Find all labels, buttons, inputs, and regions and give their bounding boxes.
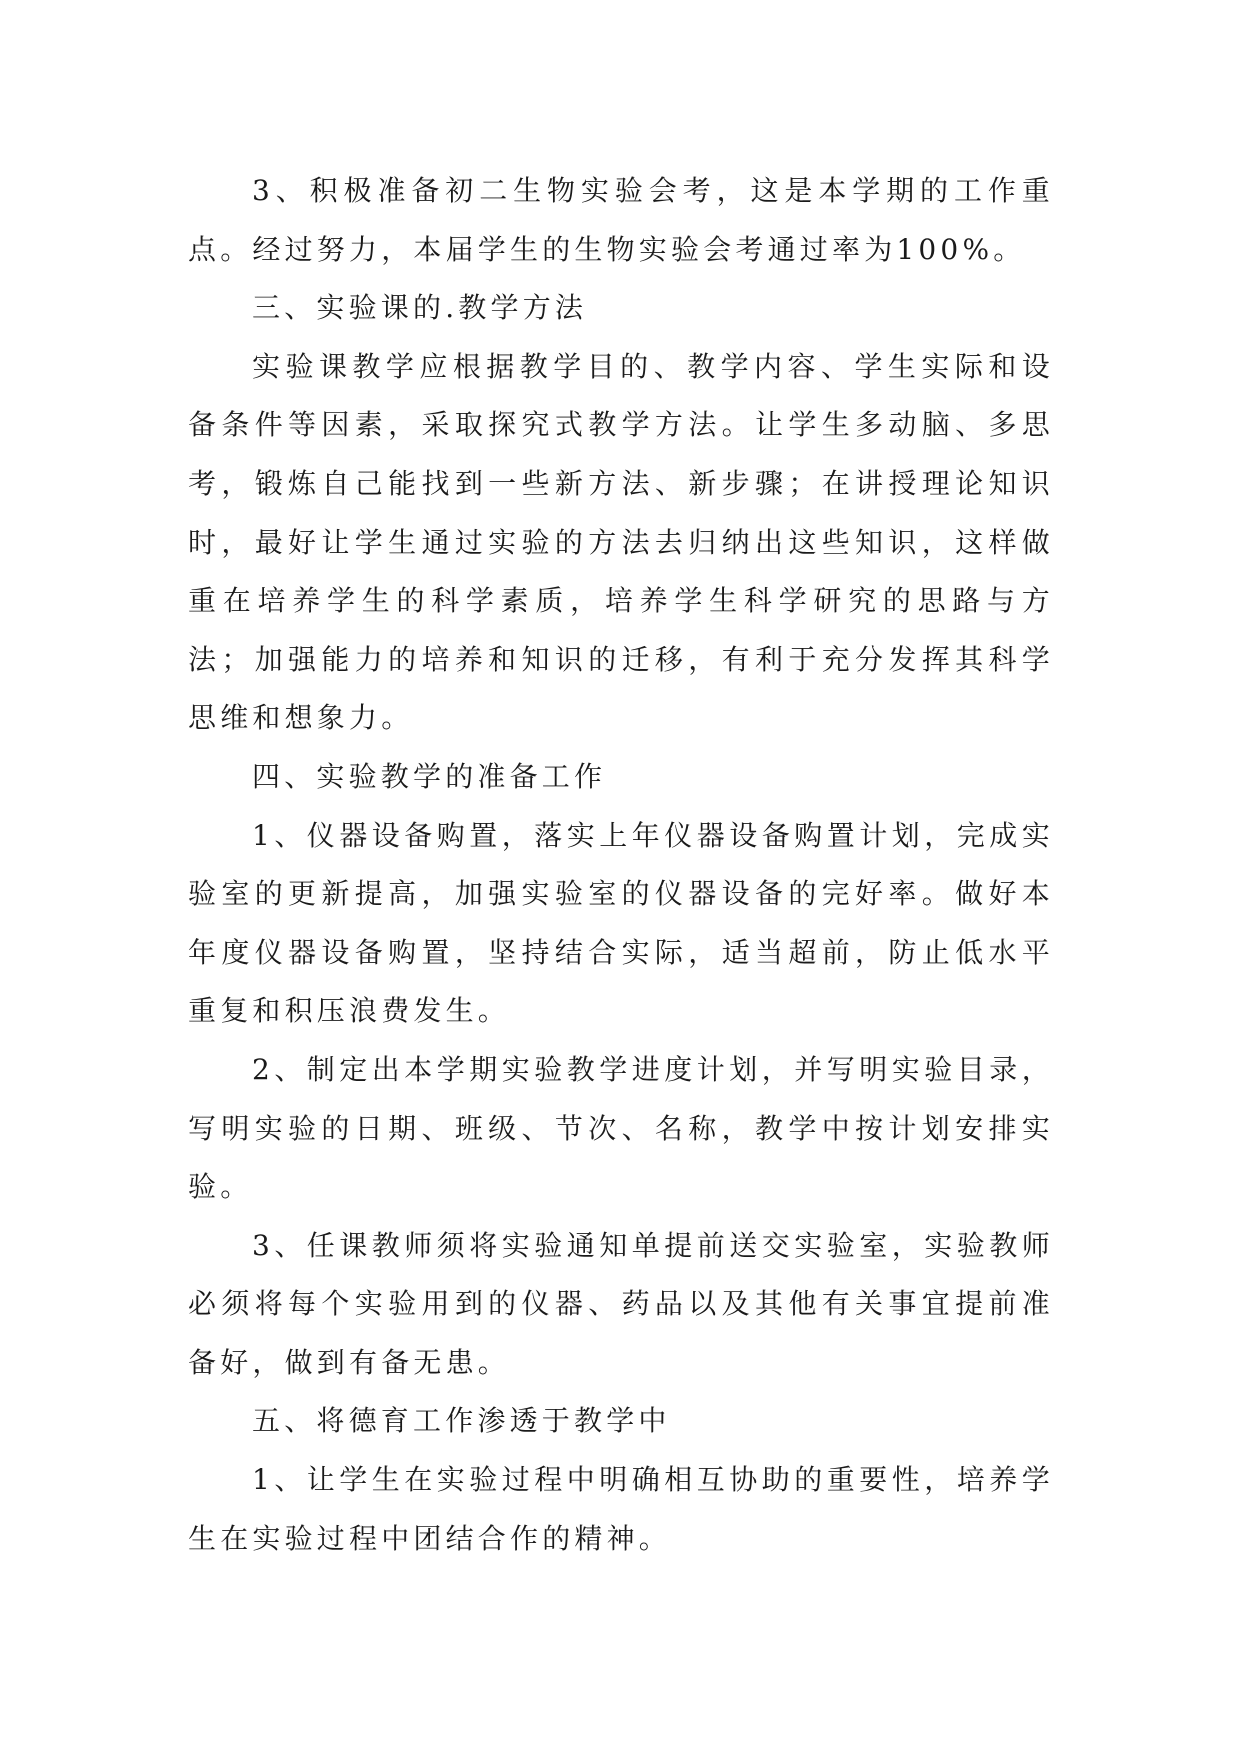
heading-section-three: 三、实验课的.教学方法 (252, 291, 588, 325)
paragraph-exam-preparation: 3、积极准备初二生物实验会考，这是本学期的工作重点。经过努力，本届学生的生物实验会考通过率为100%。 (188, 174, 1054, 266)
paragraph-teaching-method: 实验课教学应根据教学目的、教学内容、学生实际和设备条件等因素，采取探究式教学方法。让学生多动脑、多思考，锻炼自己能找到一些新方法、新步骤；在讲授理论知识时，最好让学生通过实验的方法去归纳出这些知识，这样做重在培养学生的科学素质，培养学生科学研究的思路与方法；加强能力的培养和知识的迁移，有利于充分发挥其科学思维和想象力。 (188, 349, 1054, 735)
paragraph-experiment-notice: 3、任课教师须将实验通知单提前送交实验室，实验教师必须将每个实验用到的仪器、药品以及其他有关事宜提前准备好，做到有备无患。 (188, 1228, 1054, 1379)
document-page (188, 162, 1054, 1568)
paragraph-teaching-schedule: 2、制定出本学期实验教学进度计划，并写明实验目录，写明实验的日期、班级、节次、名称，教学中按计划安排实验。 (188, 1052, 1054, 1204)
heading-section-five: 五、将德育工作渗透于教学中 (252, 1404, 671, 1438)
paragraph-equipment-purchase: 1、仪器设备购置，落实上年仪器设备购置计划，完成实验室的更新提高，加强实验室的仪器设备的完好率。做好本年度仪器设备购置，坚持结合实际，适当超前，防止低水平重复和积压浪费发生。 (188, 818, 1054, 1028)
paragraph-teamwork: 1、让学生在实验过程中明确相互协助的重要性，培养学生在实验过程中团结合作的精神。 (188, 1463, 1054, 1555)
heading-section-four: 四、实验教学的准备工作 (252, 759, 607, 793)
